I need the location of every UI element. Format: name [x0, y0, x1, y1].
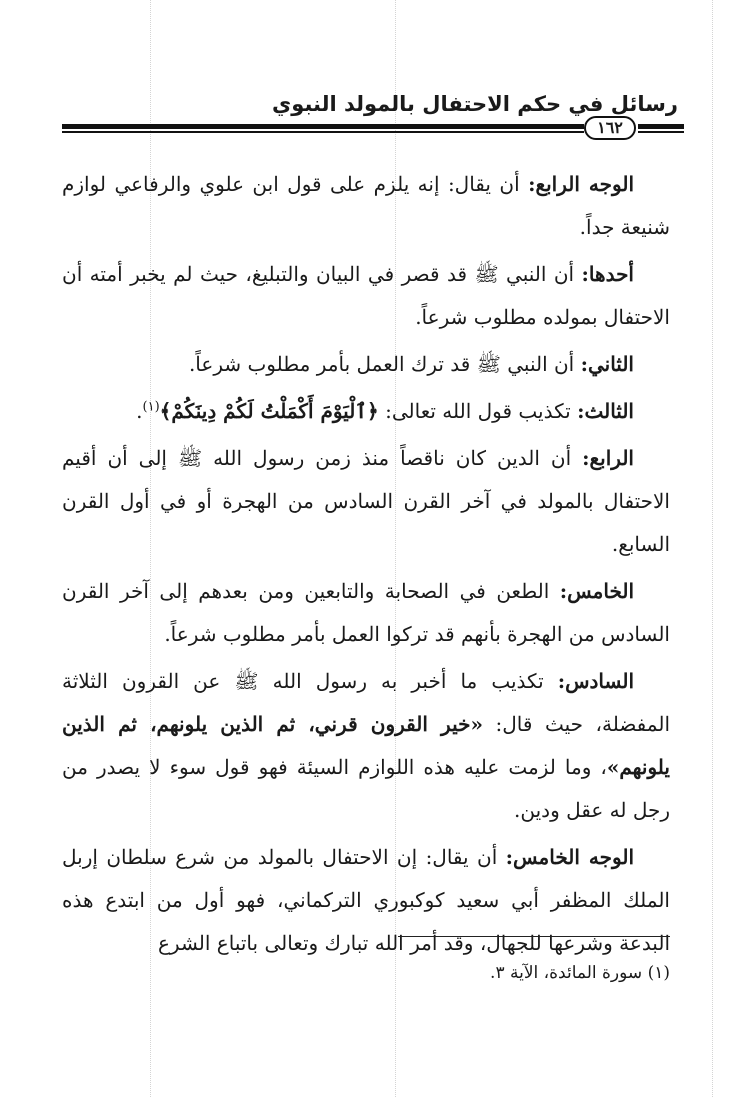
paragraph-text: أن يقال: إن الاحتفال بالمولد من شرع سلطان إربل الملك المظفر أبي سعيد كوكبوري التركماني، فهو أول من ابتدع هذه البدعة وشرعها للجهال، وقد أمر الله تبارك وتعالى باتباع الشرع [62, 845, 670, 955]
paragraph [62, 437, 670, 566]
paragraph-label: الثاني: [580, 352, 634, 376]
footnote-text: سورة المائدة، الآية ٣. [490, 963, 643, 983]
paragraph-label: الوجه الرابع: [528, 172, 635, 196]
paragraph [62, 836, 670, 965]
paragraph-text: أن الدين كان ناقصاً منذ زمن رسول الله ﷺ إلى أن أقيم الاحتفال بالمولد في آخر القرن السادس من الهجرة أو في أول القرن السابع. [62, 446, 670, 556]
paragraph-text: تكذيب قول الله تعالى: [385, 399, 571, 423]
paragraph-text: الطعن في الصحابة والتابعين ومن بعدهم إلى آخر القرن السادس من الهجرة بأنهم قد تركوا العمل بأمر مطلوب شرعاً. [62, 579, 670, 646]
footnote-marker: (١) [647, 963, 670, 983]
paragraph [62, 570, 670, 656]
paragraph [62, 343, 670, 386]
paragraph-label: الوجه الخامس: [505, 845, 634, 869]
paragraph-label: الرابع: [582, 446, 634, 470]
page-number: ١٦٢ [584, 116, 636, 140]
footnote-reference: (١) [142, 399, 160, 415]
paragraph-label: الخامس: [559, 579, 634, 603]
paragraph-text: أن النبي ﷺ قد قصر في البيان والتبليغ، حيث لم يخبر أمته أن الاحتفال بمولده مطلوب شرعاً. [62, 262, 670, 329]
hadith-quote: «خير القرون قرني، ثم الذين يلونهم، ثم الذين يلونهم» [62, 712, 670, 779]
quran-verse: ﴿ٱلْيَوْمَ أَكْمَلْتُ لَكُمْ دِينَكُمْ﴾ [159, 399, 379, 423]
paragraph-text: ، وما لزمت عليه هذه اللوازم السيئة فهو قول سوء لا يصدر من رجل له عقل ودين. [62, 755, 670, 822]
paragraph-text: أن يقال: إنه يلزم على قول ابن علوي والرفاعي لوازم شنيعة جداً. [62, 172, 670, 239]
page-body [62, 163, 670, 969]
paragraph [62, 253, 670, 339]
sentence-end: . [136, 399, 143, 423]
paragraph [62, 163, 670, 249]
paragraph-text: تكذيب ما أخبر به رسول الله ﷺ عن القرون الثلاثة المفضلة، حيث قال: [62, 669, 670, 736]
footnote-divider [398, 936, 670, 937]
paragraph-text: أن النبي ﷺ قد ترك العمل بأمر مطلوب شرعاً. [188, 352, 575, 376]
paragraph-label: أحدها: [581, 262, 634, 286]
header-rule [62, 124, 584, 133]
paragraph-label: السادس: [557, 669, 635, 693]
footnote [62, 958, 670, 988]
header-rule-right [638, 124, 684, 133]
running-title: رسائل في حكم الاحتفال بالمولد النبوي [272, 92, 678, 116]
paragraph-label: الثالث: [577, 399, 634, 423]
page-header [62, 88, 684, 150]
paragraph [62, 660, 670, 832]
paragraph [62, 390, 670, 433]
scan-guide-line [712, 0, 713, 1097]
